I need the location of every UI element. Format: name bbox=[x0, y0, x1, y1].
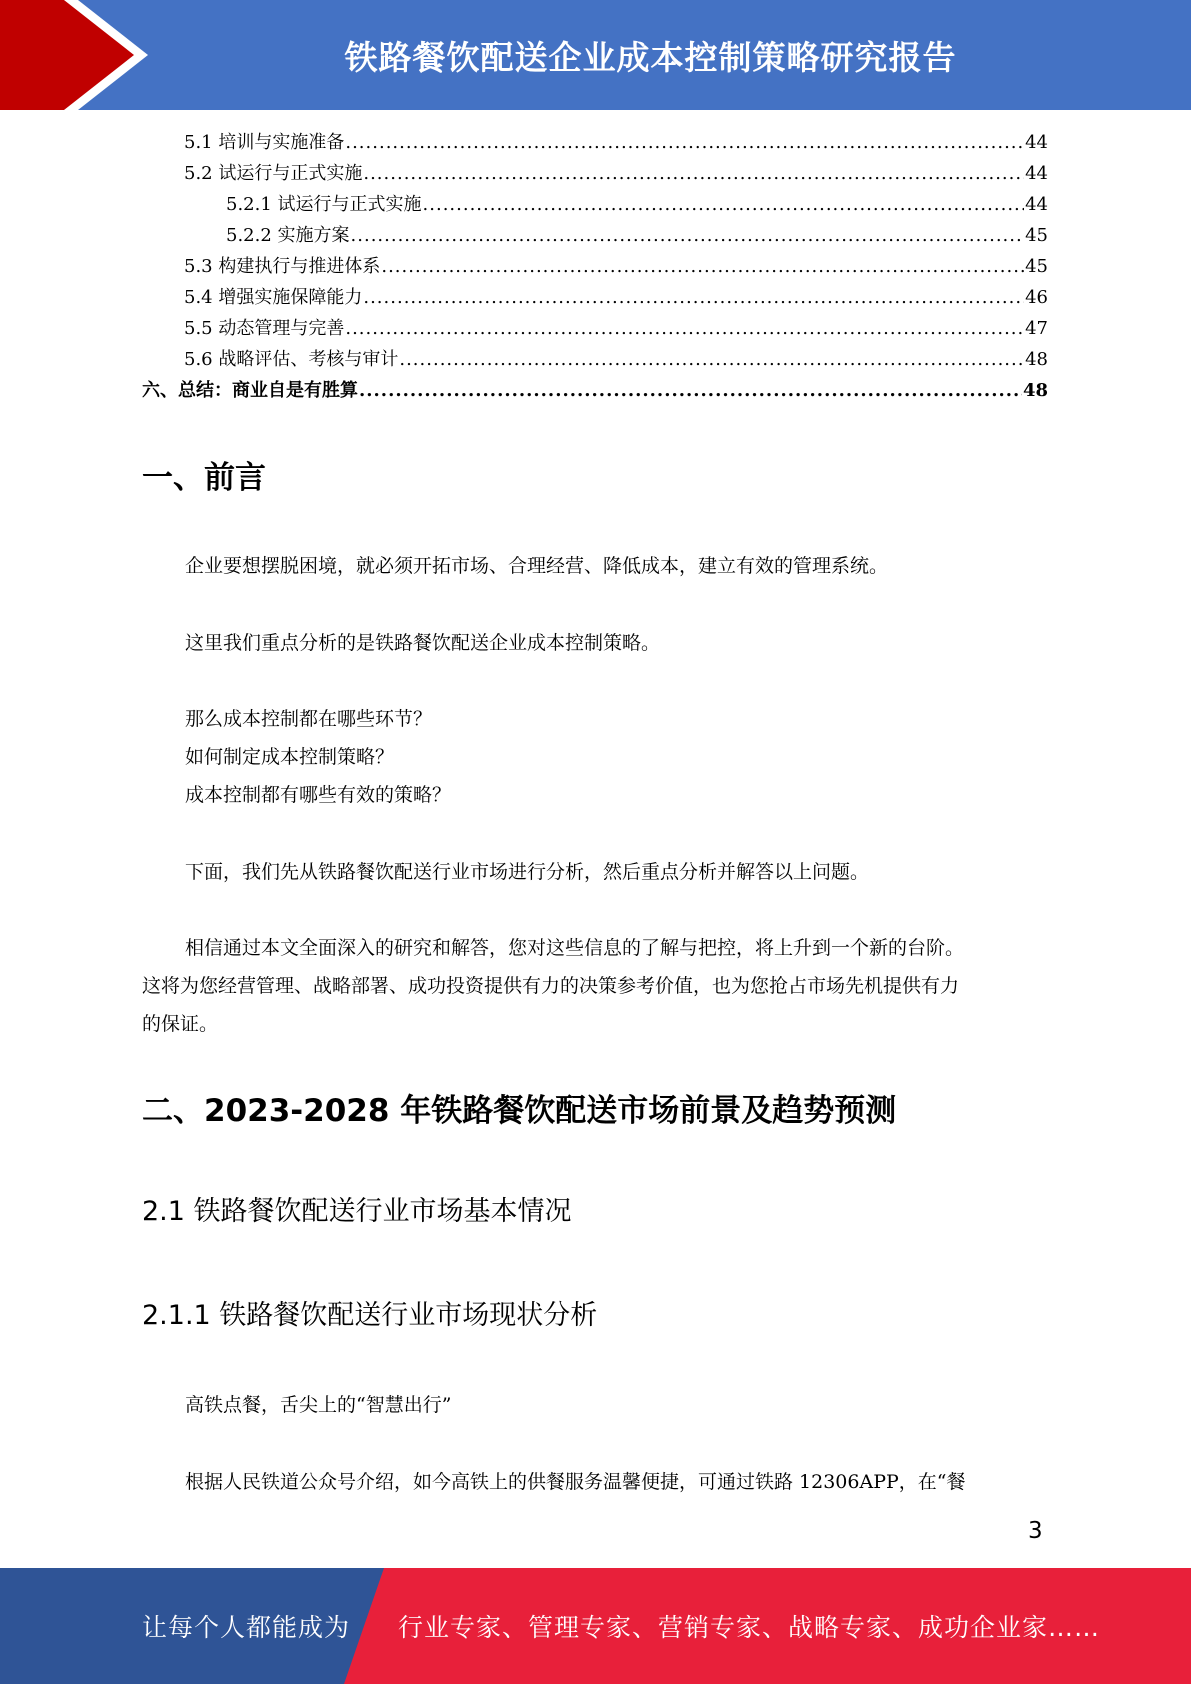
paragraph: 根据人民铁道公众号介绍，如今高铁上的供餐服务温馨便捷，可通过铁路 12306APP，在“餐 bbox=[185, 1471, 966, 1493]
paragraph: 这里我们重点分析的是铁路餐饮配送企业成本控制策略。 bbox=[185, 632, 661, 654]
table-of-contents bbox=[142, 127, 1048, 406]
question-line: 成本控制都有哪些有效的策略？ bbox=[185, 784, 452, 806]
subsection-heading: 2.1 铁路餐饮配送行业市场基本情况 bbox=[142, 1196, 572, 1227]
header-banner bbox=[0, 0, 1191, 110]
toc-entry-title: 5.2 试运行与正式实施 bbox=[184, 163, 363, 184]
toc-entry-title: 5.1 培训与实施准备 bbox=[184, 132, 345, 153]
paragraph: 高铁点餐，舌尖上的“智慧出行” bbox=[185, 1394, 452, 1416]
toc-dot-leader bbox=[363, 282, 1024, 313]
question-line: 那么成本控制都在哪些环节？ bbox=[185, 708, 433, 730]
toc-entry[interactable] bbox=[142, 127, 1048, 158]
toc-entry[interactable] bbox=[142, 158, 1048, 189]
subsection-heading: 2.1.1 铁路餐饮配送行业市场现状分析 bbox=[142, 1300, 598, 1331]
toc-entry[interactable] bbox=[142, 282, 1048, 313]
toc-entry[interactable] bbox=[142, 344, 1048, 375]
paragraph-line: 相信通过本文全面深入的研究和解答，您对这些信息的了解与把控，将上升到一个新的台阶。 bbox=[185, 937, 965, 959]
toc-entry-title: 六、总结：商业自是有胜算 bbox=[142, 380, 358, 401]
toc-dot-leader bbox=[345, 313, 1024, 344]
footer-banner bbox=[0, 1568, 1191, 1684]
toc-entry-page: 44 bbox=[1025, 132, 1048, 153]
toc-dot-leader bbox=[423, 189, 1025, 220]
toc-entry-title: 5.2.1 试运行与正式实施 bbox=[226, 194, 422, 215]
toc-dot-leader bbox=[399, 344, 1024, 375]
toc-entry-title: 5.4 增强实施保障能力 bbox=[184, 287, 363, 308]
toc-entry-title: 5.5 动态管理与完善 bbox=[184, 318, 345, 339]
toc-dot-leader bbox=[363, 158, 1024, 189]
paragraph: 企业要想摆脱困境，就必须开拓市场、合理经营、降低成本，建立有效的管理系统。 bbox=[185, 555, 889, 577]
toc-entry-page: 44 bbox=[1025, 163, 1048, 184]
paragraph-line: 这将为您经营管理、战略部署、成功投资提供有力的决策参考价值，也为您抢占市场先机提供有力 bbox=[142, 975, 960, 997]
toc-dot-leader bbox=[359, 375, 1022, 406]
paragraph-line: 的保证。 bbox=[142, 1013, 219, 1035]
footer-slogan-left: 让每个人都能成为 bbox=[142, 1613, 351, 1642]
document-title: 铁路餐饮配送企业成本控制策略研究报告 bbox=[344, 37, 957, 77]
question-line: 如何制定成本控制策略？ bbox=[185, 746, 395, 768]
section-heading-market: 二、2023-2028 年铁路餐饮配送市场前景及趋势预测 bbox=[142, 1093, 897, 1129]
toc-entry[interactable] bbox=[142, 251, 1048, 282]
toc-entry[interactable] bbox=[142, 220, 1048, 251]
toc-dot-leader bbox=[351, 220, 1025, 251]
toc-dot-leader bbox=[345, 127, 1024, 158]
toc-entry-title: 5.2.2 实施方案 bbox=[226, 225, 350, 246]
toc-entry-page: 48 bbox=[1025, 349, 1048, 370]
toc-entry-page: 46 bbox=[1025, 287, 1048, 308]
toc-dot-leader bbox=[381, 251, 1024, 282]
toc-entry-page: 44 bbox=[1025, 194, 1048, 215]
toc-entry-page: 45 bbox=[1025, 256, 1048, 277]
toc-entry-page: 45 bbox=[1025, 225, 1048, 246]
toc-entry[interactable] bbox=[142, 189, 1048, 220]
section-heading-preface: 一、前言 bbox=[142, 460, 266, 496]
page-number: 3 bbox=[1028, 1518, 1043, 1544]
footer-slogan-right: 行业专家、管理专家、营销专家、战略专家、成功企业家…… bbox=[398, 1613, 1101, 1642]
toc-entry-title: 5.6 战略评估、考核与审计 bbox=[184, 349, 399, 370]
toc-entry[interactable] bbox=[142, 313, 1048, 344]
toc-entry-page: 47 bbox=[1025, 318, 1048, 339]
toc-entry-title: 5.3 构建执行与推进体系 bbox=[184, 256, 381, 277]
toc-entry[interactable] bbox=[142, 375, 1048, 406]
paragraph: 下面，我们先从铁路餐饮配送行业市场进行分析，然后重点分析并解答以上问题。 bbox=[185, 861, 870, 883]
toc-entry-page: 48 bbox=[1022, 380, 1048, 401]
